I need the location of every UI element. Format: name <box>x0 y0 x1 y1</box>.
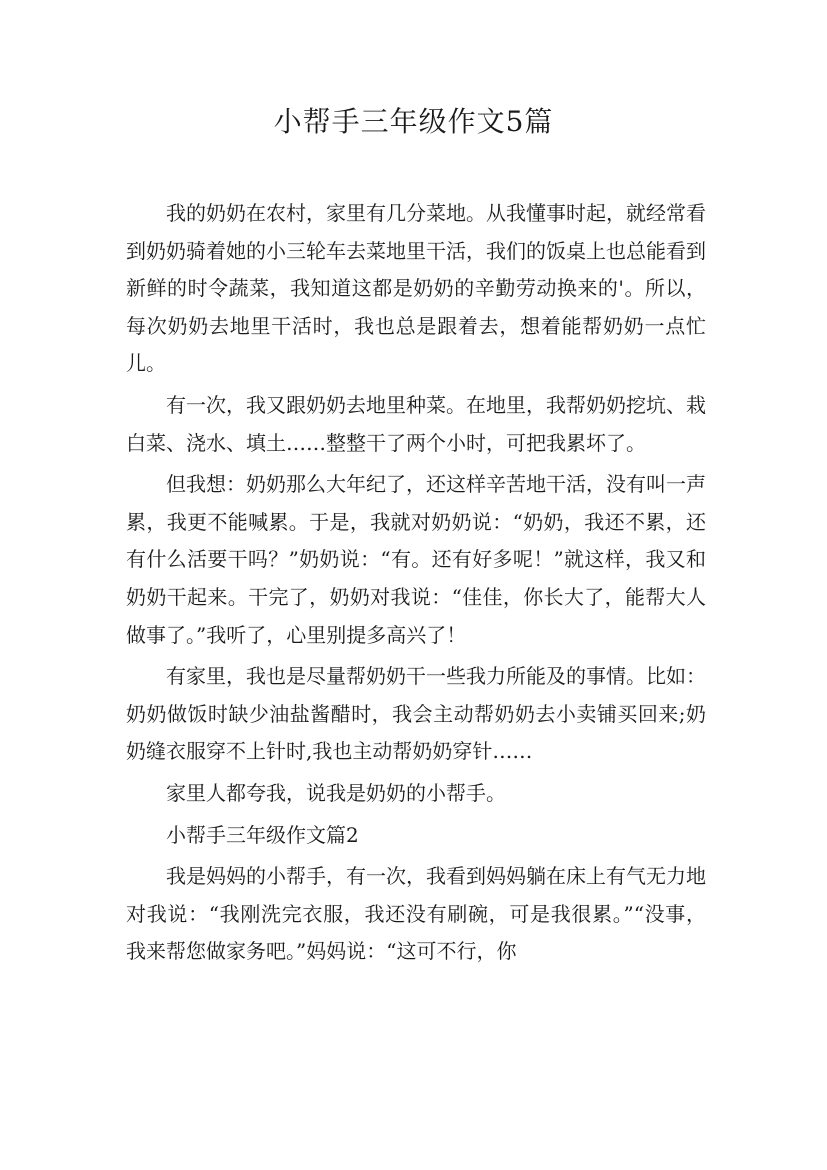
paragraph-6: 我是妈妈的小帮手，有一次，我看到妈妈躺在床上有气无力地对我说：“我刚洗完衣服，我还没有刷碗，可是我很累。”“没事，我来帮您做家务吧。”妈妈说：“这可不行，你 <box>126 864 706 964</box>
paragraph-5: 家里人都夸我，说我是奶奶的小帮手。 <box>166 780 506 805</box>
section-heading-2: 小帮手三年级作文篇2 <box>166 822 359 847</box>
document-title: 小帮手三年级作文5篇 <box>273 105 554 138</box>
paragraph-2: 有一次，我又跟奶奶去地里种菜。在地里，我帮奶奶挖坑、栽白菜、浇水、填土……整整干了两个小时，可把我累坏了。 <box>126 392 706 455</box>
paragraph-4: 有家里，我也是尽量帮奶奶干一些我力所能及的事情。比如：奶奶做饭时缺少油盐酱醋时，我会主动帮奶奶去小卖铺买回来;奶奶缝衣服穿不上针时,我也主动帮奶奶穿针…… <box>126 664 706 764</box>
document-body <box>126 195 706 975</box>
paragraph-1: 我的奶奶在农村，家里有几分菜地。从我懂事时起，就经常看到奶奶骑着她的小三轮车去菜地里干活，我们的饭桌上也总能看到新鲜的时令蔬菜，我知道这都是奶奶的辛勤劳动换来的'。所以，每次奶奶去地里干活时，我也总是跟着去，想着能帮奶奶一点忙儿。 <box>126 201 706 376</box>
paragraph-3: 但我想：奶奶那么大年纪了，还这样辛苦地干活，没有叫一声累，我更不能喊累。于是，我就对奶奶说：“奶奶，我还不累，还有什么活要干吗？”奶奶说：“有。还有好多呢！”就这样，我又和奶奶干起来。干完了，奶奶对我说：“佳佳，你长大了，能帮大人做事了。”我听了，心里别提多高兴了！ <box>126 472 706 647</box>
